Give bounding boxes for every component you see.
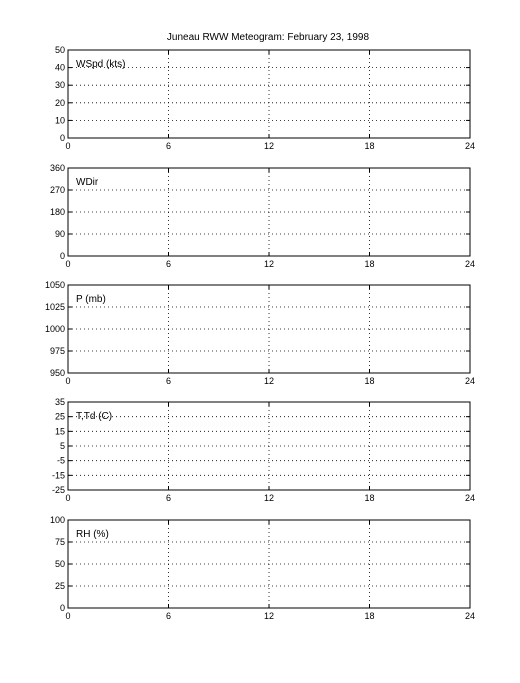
- y-tick-label: 270: [49, 185, 65, 195]
- panel-0: [55, 45, 475, 151]
- y-tick-label: 15: [54, 426, 65, 437]
- y-tick-label: 360: [49, 163, 65, 173]
- x-tick-label: 18: [364, 141, 375, 151]
- x-tick-label: 0: [65, 259, 71, 269]
- y-tick-label: 975: [49, 346, 65, 356]
- x-tick-label: 24: [464, 141, 476, 151]
- x-tick-label: 6: [165, 611, 172, 621]
- x-tick-label: 18: [364, 493, 375, 503]
- y-tick-label: 75: [54, 537, 65, 547]
- x-tick-label: 24: [464, 493, 476, 503]
- x-tick-label: 18: [364, 611, 375, 621]
- x-tick-label: 24: [464, 259, 476, 269]
- x-tick-label: 18: [364, 259, 375, 269]
- x-tick-label: 0: [65, 493, 71, 503]
- panel-label: P (mb): [76, 294, 106, 305]
- y-tick-label: 25: [54, 581, 65, 591]
- y-tick-label: 90: [54, 229, 65, 239]
- x-tick-label: 12: [263, 493, 275, 503]
- y-tick-label: 50: [54, 559, 65, 569]
- y-tick-label: 20: [54, 97, 65, 108]
- y-tick-label: 5: [59, 441, 65, 451]
- y-tick-label: 180: [49, 207, 65, 217]
- y-tick-label: 30: [54, 80, 65, 91]
- panel-4: [50, 515, 475, 621]
- y-tick-label: 35: [54, 397, 65, 407]
- y-tick-label: 0: [59, 603, 65, 613]
- y-tick-label: 25: [54, 411, 65, 422]
- x-tick-label: 12: [263, 611, 275, 621]
- panel-1: [50, 163, 475, 269]
- panel-label: T,Td (C): [76, 411, 113, 422]
- y-tick-label: 40: [54, 62, 65, 73]
- y-tick-label: -25: [51, 485, 65, 495]
- x-tick-label: 6: [165, 376, 172, 386]
- y-tick-label: 100: [49, 515, 65, 525]
- x-tick-label: 12: [263, 376, 275, 386]
- x-tick-label: 24: [464, 611, 476, 621]
- y-tick-label: 950: [49, 368, 65, 378]
- y-tick-label: 50: [54, 45, 65, 55]
- x-tick-label: 0: [65, 376, 71, 386]
- x-tick-label: 18: [364, 376, 375, 386]
- panel-2: [45, 280, 475, 386]
- y-tick-label: 0: [59, 251, 65, 261]
- panel-3: [52, 397, 475, 503]
- y-tick-label: -5: [56, 455, 65, 466]
- x-tick-label: 0: [65, 611, 71, 621]
- panel-label: WSpd (kts): [76, 59, 126, 70]
- y-tick-label: 10: [54, 115, 65, 126]
- y-tick-label: -15: [51, 470, 65, 481]
- panel-label: WDir: [76, 177, 99, 188]
- panel-label: RH (%): [76, 529, 109, 540]
- x-tick-label: 0: [65, 141, 71, 151]
- figure-title: Juneau RWW Meteogram: February 23, 1998: [166, 32, 370, 43]
- y-tick-label: 1025: [44, 302, 65, 312]
- x-tick-label: 6: [165, 259, 172, 269]
- x-tick-label: 6: [165, 141, 172, 151]
- y-tick-label: 1000: [44, 324, 65, 334]
- y-tick-label: 0: [59, 133, 65, 143]
- x-tick-label: 12: [263, 141, 275, 151]
- y-tick-label: 1050: [44, 280, 65, 290]
- x-tick-label: 6: [165, 493, 172, 503]
- x-tick-label: 24: [464, 376, 476, 386]
- x-tick-label: 12: [263, 259, 275, 269]
